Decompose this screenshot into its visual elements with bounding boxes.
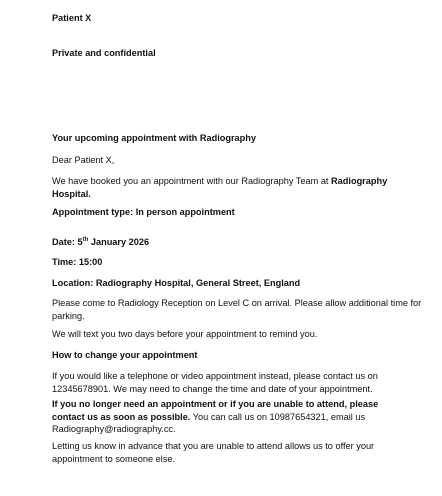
recipient-name: Patient X — [52, 13, 92, 23]
cancel-bold: If you no longer need an appointment or if you are unable to attend, please contact us as soon as possible. — [52, 399, 379, 422]
closing-text: Letting us know in advance that you are unable to attend allows us to offer your appointment to someone else. — [52, 441, 375, 464]
cancel-rest: You can call us on 10987654321, email us Radiography@radiography.cc. — [52, 411, 366, 434]
appointment-time: Time: 15:00 — [52, 257, 103, 267]
date-label: Date: 5 — [52, 237, 83, 247]
appointment-date — [52, 236, 432, 249]
change-text: If you would like a telephone or video appointment instead, please contact us on 12345678901. We may need to change the time and date of your appointment. — [52, 371, 378, 394]
booking-text: We have booked you an appointment with our Radiography Team at — [52, 176, 332, 186]
appointment-type: Appointment type: In person appointment — [52, 207, 235, 217]
booking-location: Radiography Hospital. — [52, 176, 388, 199]
salutation: Dear Patient X, — [52, 155, 115, 165]
reminder-text: We will text you two days before your appointment to remind you. — [52, 329, 318, 339]
date-rest: January 2026 — [88, 237, 150, 247]
appointment-location: Location: Radiography Hospital, General Street, England — [52, 278, 301, 288]
confidential-label: Private and confidential — [52, 48, 156, 58]
booking-paragraph — [52, 175, 424, 200]
cancel-paragraph — [52, 398, 408, 436]
letter-heading: Your upcoming appointment with Radiography — [52, 133, 256, 143]
change-heading: How to change your appointment — [52, 350, 198, 360]
arrival-instructions: Please come to Radiology Reception on Level C on arrival. Please allow additional time for parking. — [52, 298, 422, 321]
date-suffix: th — [82, 236, 89, 243]
